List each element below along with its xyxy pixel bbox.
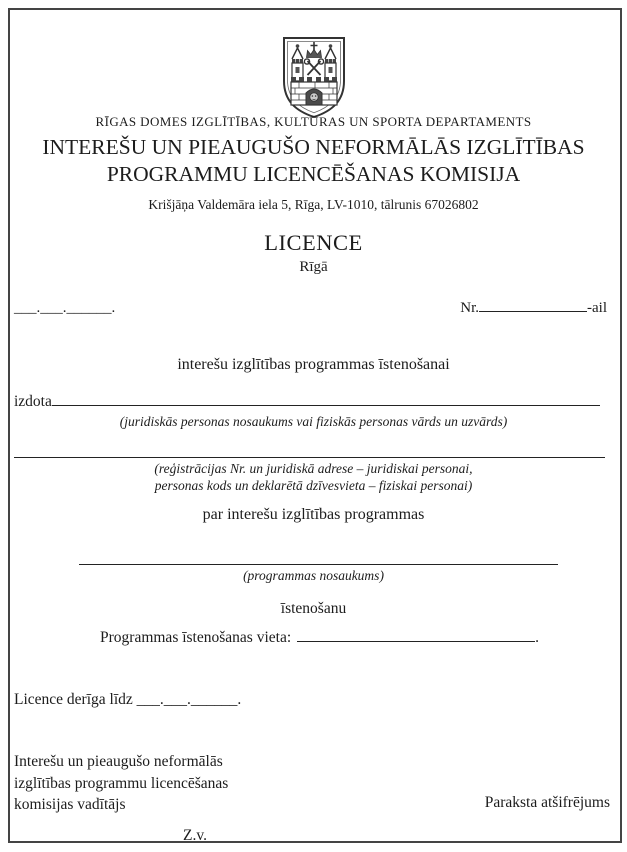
riga-coat-of-arms-icon (275, 35, 353, 119)
program-name-blank-line (79, 551, 558, 565)
date-blank-field: ___.___.______. (14, 300, 116, 316)
venue-row (100, 629, 539, 647)
address-line: Krišjāņa Valdemāra iela 5, Rīga, LV-1010, tālrunis 67026802 (148, 197, 479, 212)
venue-terminator: . (535, 629, 539, 646)
purpose-line: interešu izglītības programmas īstenošanai (177, 356, 450, 373)
signatory-role-line3: komisijas vadītājs (14, 796, 126, 813)
issued-to-label: izdota (14, 393, 52, 410)
licence-number-field (460, 300, 607, 317)
valid-until-line: Licence derīga līdz ___.___.______. (14, 691, 242, 708)
issued-to-caption: (juridiskās personas nosaukums vai fiziskās personas vārds un uzvārds) (119, 414, 508, 429)
number-prefix: Nr. (460, 300, 479, 316)
date-and-number-row (14, 300, 607, 317)
implementation-line: īstenošanu (280, 600, 347, 617)
commission-name-line1: INTEREŠU UN PIEAUGUŠO NEFORMĀLĀS IZGLĪTĪBAS (42, 135, 585, 159)
place-label: Rīgā (299, 259, 328, 275)
seal-placeholder: Z.v. (183, 827, 207, 844)
registration-blank-line (14, 444, 605, 458)
number-blank-line (479, 311, 587, 312)
signatory-role-block (14, 751, 228, 816)
venue-label: Programmas īstenošanas vieta: (100, 629, 292, 646)
number-suffix: -ail (587, 300, 607, 316)
program-name-caption: (programmas nosaukums) (243, 568, 384, 583)
issued-to-blank-line (52, 405, 600, 406)
signatory-role-line1: Interešu un pieaugušo neformālās (14, 753, 223, 770)
venue-blank-line (297, 641, 535, 642)
program-intro-line: par interešu izglītības programmas (202, 506, 425, 523)
department-name: RĪGAS DOMES IZGLĪTĪBAS, KULTŪRAS UN SPORTA DEPARTAMENTS (95, 114, 532, 129)
document-title: LICENCE (264, 230, 363, 255)
emblem-container (0, 35, 627, 124)
issued-to-row (14, 393, 600, 411)
registration-caption-line2: personas kods un deklarētā dzīvesvieta – fiziskai personai) (154, 478, 473, 493)
signature-decryption-label: Paraksta atšifrējums (484, 794, 610, 811)
registration-caption-line1: (reģistrācijas Nr. un juridiskā adrese – juridiskai personai, (154, 461, 473, 476)
signatory-role-line2: izglītības programmu licencēšanas (14, 774, 229, 792)
commission-name-line2: PROGRAMMU LICENCĒŠANAS KOMISIJA (106, 162, 521, 186)
